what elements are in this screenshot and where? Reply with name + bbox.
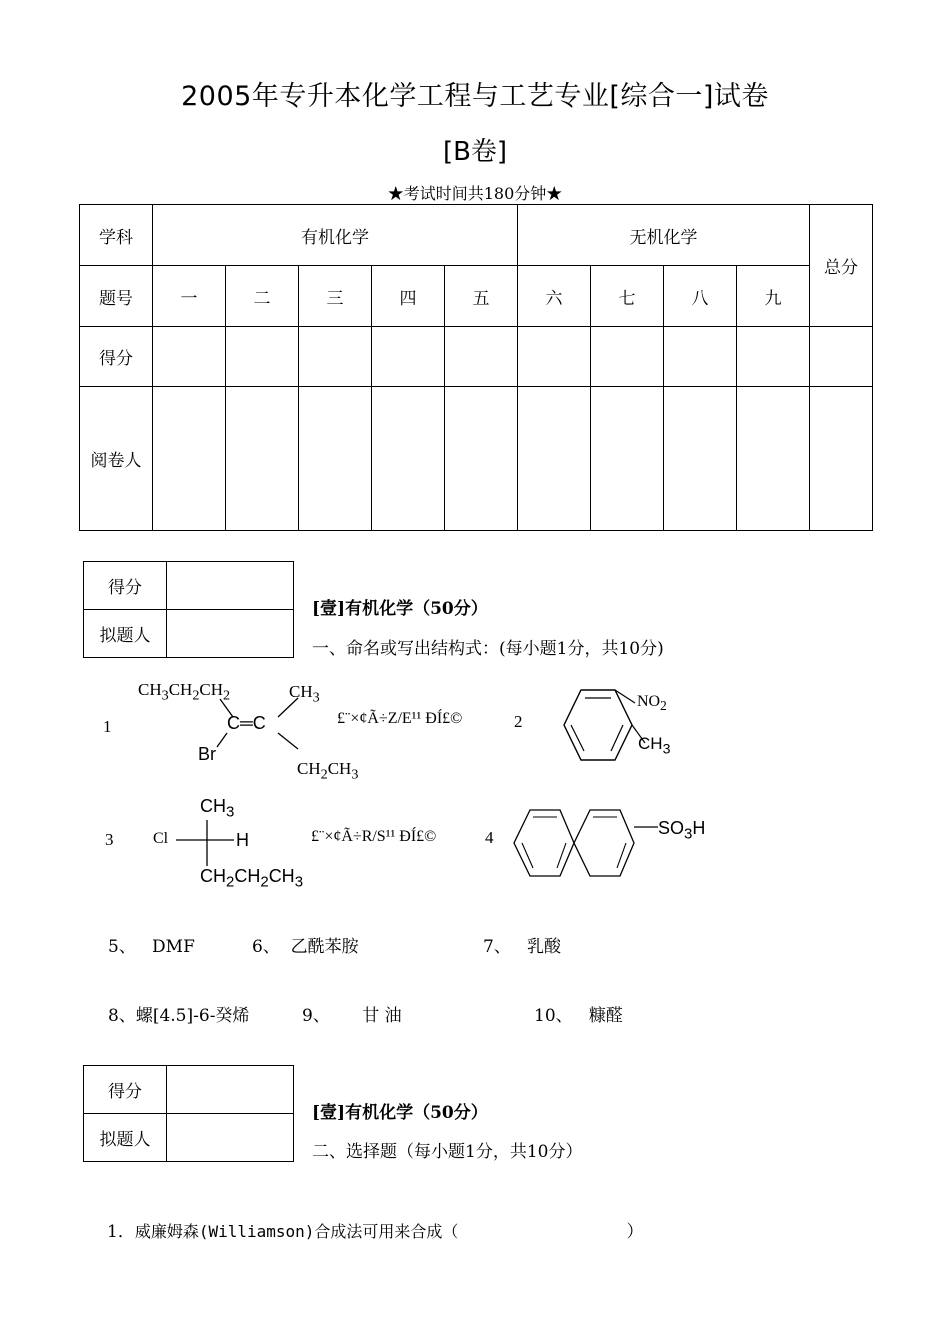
mcq-1: 1．威廉姆森(Williamson)合成法可用来合成（ ） [107,1222,644,1242]
item-5: 5、 DMF [108,937,195,957]
item-7: 7、 乳酸 [483,937,562,957]
section1-author-cell[interactable] [167,610,294,658]
question-col-6: 六 [518,266,591,327]
item-6: 6、 乙酰苯胺 [252,937,359,957]
question-col-8: 八 [664,266,737,327]
question-col-1: 一 [153,266,226,327]
subject-label: 学科 [80,205,153,266]
q3-note: £¨×¢Ã÷R/S¹¹ ÐÍ£© [311,828,437,845]
q3-chlorine: Cl [153,830,169,847]
score-cell[interactable] [664,327,737,387]
q1-number: 1 [103,717,112,736]
q2-nitro-group: $NO_2$ [637,693,667,714]
grader-cell[interactable] [299,387,372,531]
paper-version: [B卷] [442,137,508,167]
q3-propyl: $CH_2CH_2CH_3$ [200,866,304,891]
section2-heading: [壹]有机化学（50分） [312,1103,488,1123]
section2-score-label: 得分 [84,1066,167,1114]
question-col-4: 四 [372,266,445,327]
section1-heading: [壹]有机化学（50分） [312,599,488,619]
section1-instruction: 一、命名或写出结构式：(每小题1分，共10分) [312,639,664,659]
total-score-header: 总分 [810,205,873,327]
score-row-label: 得分 [80,327,153,387]
score-table [79,204,873,531]
grader-cell[interactable] [226,387,299,531]
exam-time: ★考试时间共180分钟★ [387,184,563,203]
section1-score-box [83,561,294,658]
q2-benzene-ring [545,685,695,770]
question-col-7: 七 [591,266,664,327]
item-8: 8、螺[4.5]-6-癸烯 [108,1006,250,1026]
q3-methyl: $CH_3$ [200,796,235,821]
grader-cell[interactable] [591,387,664,531]
q1-note: £¨×¢Ã÷Z/E¹¹ ÐÍ£© [337,710,463,727]
grader-row-label: 阅卷人 [80,387,153,531]
q1-ethyl-group: $CH_2CH_3$ [297,759,359,783]
q2-methyl-group: $CH_3$ [638,734,671,758]
q4-sulfonic-group: $SO_3H$ [658,818,706,843]
question-col-3: 三 [299,266,372,327]
question-col-9: 九 [737,266,810,327]
section2-instruction: 二、选择题（每小题1分，共10分） [312,1142,583,1162]
q3-fischer-cross [170,818,240,868]
q1-bromine: Br [198,744,216,764]
score-cell[interactable] [372,327,445,387]
section2-author-label: 拟题人 [84,1114,167,1162]
grader-cell[interactable] [664,387,737,531]
question-col-5: 五 [445,266,518,327]
section2-author-cell[interactable] [167,1114,294,1162]
section1-score-cell[interactable] [167,562,294,610]
grader-cell[interactable] [153,387,226,531]
question-col-2: 二 [226,266,299,327]
q4-naphthalene-ring [508,805,668,885]
item-9: 9、 甘 油 [302,1006,402,1026]
q3-number: 3 [105,830,114,849]
q1-methyl-group: $CH_3$ [289,682,320,706]
grader-cell[interactable] [737,387,810,531]
item-10: 10、 糠醛 [534,1006,623,1026]
q3-hydrogen: H [236,830,249,850]
q2-number: 2 [514,712,523,731]
q4-number: 4 [485,828,494,847]
section1-score-label: 得分 [84,562,167,610]
score-cell[interactable] [153,327,226,387]
question-number-label: 题号 [80,266,153,327]
score-cell[interactable] [445,327,518,387]
grader-cell[interactable] [372,387,445,531]
page-title: 2005年专升本化学工程与工艺专业[综合一]试卷 [181,81,769,112]
q1-propyl-group: $CH_3CH_2CH_2$ [138,680,231,704]
score-cell[interactable] [299,327,372,387]
grader-cell[interactable] [518,387,591,531]
score-cell[interactable] [226,327,299,387]
score-cell[interactable] [737,327,810,387]
score-cell[interactable] [810,327,873,387]
section2-score-cell[interactable] [167,1066,294,1114]
score-cell[interactable] [518,327,591,387]
q1-double-bond: C═C [227,713,266,733]
organic-chemistry-header: 有机化学 [153,205,518,266]
section2-score-box [83,1065,294,1162]
score-cell[interactable] [591,327,664,387]
inorganic-chemistry-header: 无机化学 [518,205,810,266]
grader-cell[interactable] [810,387,873,531]
grader-cell[interactable] [445,387,518,531]
section1-author-label: 拟题人 [84,610,167,658]
